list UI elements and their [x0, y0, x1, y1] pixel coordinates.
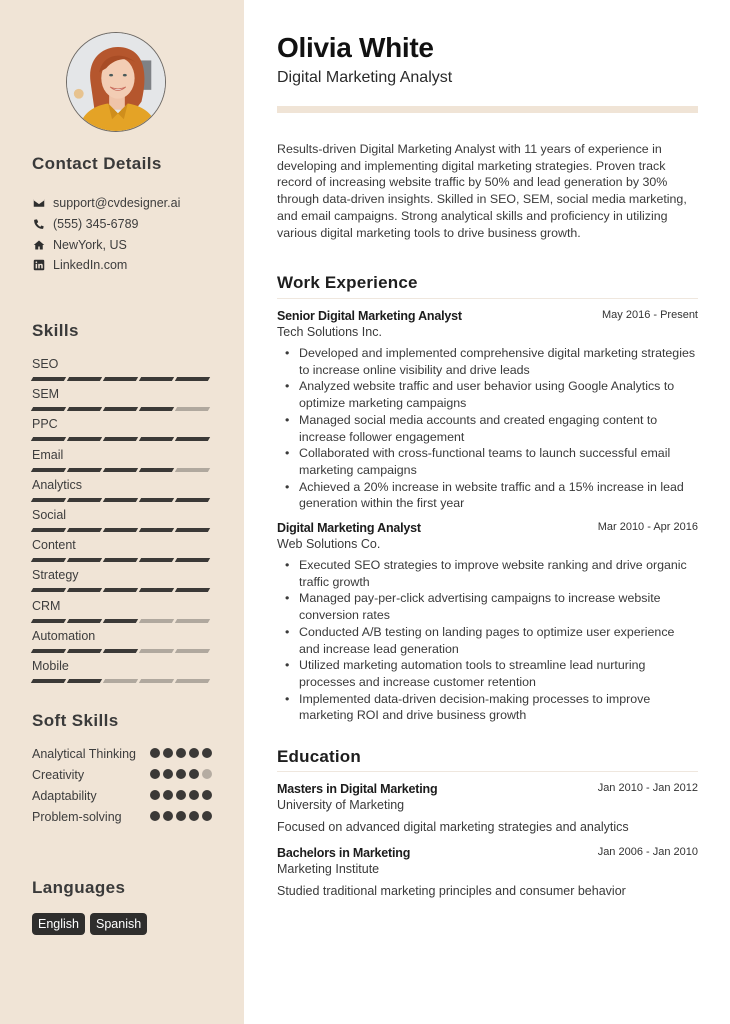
skill-segment-filled: [103, 588, 138, 592]
rating-dot-filled: [202, 811, 212, 821]
candidate-title: Digital Marketing Analyst: [277, 69, 453, 86]
job-bullet: • Utilized marketing automation tools to streamline lead nurturing processes and increase customer retention: [277, 657, 698, 690]
skill-segment-empty: [175, 649, 210, 653]
skill-level-bar: [32, 619, 212, 623]
soft-skill-rating: [150, 790, 212, 800]
skill-segment-filled: [31, 649, 66, 653]
job-dates: Mar 2010 - Apr 2016: [597, 521, 698, 533]
soft-skill-name: Creativity: [32, 768, 85, 782]
skill-name: SEM: [32, 387, 60, 402]
skill-name: PPC: [32, 417, 58, 432]
soft-skill-rating: [150, 748, 212, 758]
job-bullets: [277, 557, 698, 724]
skill-segment-empty: [103, 679, 138, 683]
rating-dot-filled: [163, 769, 173, 779]
rating-dot-filled: [176, 811, 186, 821]
skill-segment-filled: [67, 498, 102, 502]
skill-item: [32, 416, 212, 446]
skill-name: Social: [32, 507, 67, 522]
rating-dot-filled: [163, 811, 173, 821]
candidate-name: Olivia White: [277, 32, 434, 63]
skill-segment-filled: [31, 498, 66, 502]
skill-segment-filled: [175, 558, 210, 562]
job-bullet: • Conducted A/B testing on landing pages to optimize user experience and increase lead generation: [277, 624, 698, 657]
skill-name: Email: [32, 447, 64, 462]
language-tag: English: [32, 913, 85, 935]
skill-level-bar: [32, 437, 212, 441]
skill-segment-filled: [31, 588, 66, 592]
rating-dot-empty: [202, 769, 212, 779]
skill-segment-filled: [175, 377, 210, 381]
sidebar: [0, 0, 244, 1024]
education-entry: [277, 845, 698, 899]
skills-heading: Skills: [32, 321, 79, 340]
skill-name: Automation: [32, 628, 96, 643]
skill-segment-filled: [67, 407, 102, 411]
skill-segment-filled: [103, 377, 138, 381]
skill-level-bar: [32, 588, 212, 592]
skill-level-bar: [32, 377, 212, 381]
phone-icon: [32, 218, 45, 231]
skill-segment-filled: [67, 558, 102, 562]
skill-segment-filled: [139, 498, 174, 502]
skill-segment-filled: [67, 619, 102, 623]
skill-segment-empty: [139, 649, 174, 653]
skill-name: CRM: [32, 598, 61, 613]
education-heading: Education: [277, 747, 361, 766]
soft-skill-item: [32, 809, 212, 825]
soft-skill-name: Problem-solving: [32, 810, 122, 824]
contact-linkedin[interactable]: [32, 255, 180, 276]
skill-segment-filled: [103, 468, 138, 472]
skill-item: [32, 598, 212, 628]
skill-segment-empty: [175, 679, 210, 683]
education-entry: [277, 781, 698, 835]
rating-dot-filled: [176, 769, 186, 779]
job-title: Digital Marketing Analyst: [277, 521, 421, 535]
rating-dot-filled: [150, 790, 160, 800]
rating-dot-filled: [150, 811, 160, 821]
skill-level-bar: [32, 498, 212, 502]
contact-phone-text: (555) 345-6789: [53, 217, 139, 232]
skill-item: [32, 356, 212, 386]
skill-item: [32, 507, 212, 537]
skill-item: [32, 447, 212, 477]
skill-segment-filled: [103, 407, 138, 411]
job-title: Senior Digital Marketing Analyst: [277, 309, 462, 323]
section-divider: [277, 771, 698, 772]
skill-item: [32, 537, 212, 567]
skill-segment-filled: [175, 437, 210, 441]
soft-skill-item: [32, 746, 212, 762]
skill-segment-filled: [139, 468, 174, 472]
skill-segment-filled: [175, 498, 210, 502]
skill-segment-filled: [67, 377, 102, 381]
skill-segment-empty: [139, 619, 174, 623]
skill-name: Analytics: [32, 477, 83, 492]
skill-segment-filled: [139, 407, 174, 411]
rating-dot-filled: [176, 748, 186, 758]
rating-dot-filled: [163, 790, 173, 800]
skill-level-bar: [32, 528, 212, 532]
contact-linkedin-text: LinkedIn.com: [53, 258, 128, 273]
skill-level-bar: [32, 468, 212, 472]
job-bullet: • Executed SEO strategies to improve website ranking and drive organic traffic growth: [277, 557, 698, 590]
contact-list: [32, 193, 180, 276]
job-bullet: • Managed pay-per-click advertising campaigns to increase website conversion rates: [277, 590, 698, 623]
home-icon: [32, 238, 45, 251]
envelope-icon: [32, 197, 45, 210]
soft-skill-item: [32, 767, 212, 783]
skill-segment-filled: [175, 528, 210, 532]
rating-dot-filled: [189, 748, 199, 758]
skills-list: [32, 356, 212, 688]
skill-segment-empty: [139, 679, 174, 683]
soft-skill-rating: [150, 769, 212, 779]
rating-dot-filled: [202, 748, 212, 758]
soft-skills-list: [32, 746, 212, 830]
contact-email-text: support@cvdesigner.ai: [53, 196, 181, 211]
skill-name: Content: [32, 538, 76, 553]
skill-level-bar: [32, 649, 212, 653]
degree: Bachelors in Marketing: [277, 846, 411, 860]
job-entry: [277, 520, 698, 724]
accent-divider: [277, 106, 698, 113]
skill-segment-filled: [139, 528, 174, 532]
rating-dot-filled: [163, 748, 173, 758]
job-bullet: • Managed social media accounts and created engaging content to increase follower engagement: [277, 412, 698, 445]
job-dates: May 2016 - Present: [602, 309, 698, 321]
skill-segment-filled: [31, 407, 66, 411]
contact-heading: Contact Details: [32, 154, 162, 173]
skill-segment-filled: [139, 437, 174, 441]
rating-dot-filled: [189, 811, 199, 821]
education-dates: Jan 2006 - Jan 2010: [597, 846, 698, 858]
skill-segment-filled: [103, 437, 138, 441]
skill-segment-empty: [175, 468, 210, 472]
skill-segment-filled: [31, 468, 66, 472]
professional-summary: Results-driven Digital Marketing Analyst with 11 years of experience in developing and implementing digital marketing strategies. Proven track record of increasing website traffic by 50% and lead generation by 30% through data-driven insights. Skilled in SEO, SEM, social media marketing, and email campaigns. Strong analytical skills and proficiency in utilizing various digital marketing tools to drive business growth.: [277, 142, 687, 240]
skill-level-bar: [32, 679, 212, 683]
languages-list: [32, 913, 147, 935]
contact-email[interactable]: [32, 193, 180, 214]
soft-skill-rating: [150, 811, 212, 821]
skill-segment-filled: [67, 588, 102, 592]
skill-segment-filled: [67, 528, 102, 532]
profile-photo: [67, 33, 165, 131]
job-bullet: • Achieved a 20% increase in website traffic and a 15% increase in lead generation within the first year: [277, 479, 698, 512]
rating-dot-filled: [150, 769, 160, 779]
skill-item: [32, 658, 212, 688]
degree: Masters in Digital Marketing: [277, 782, 438, 796]
skill-segment-filled: [103, 498, 138, 502]
skill-segment-filled: [139, 377, 174, 381]
skill-segment-filled: [31, 679, 66, 683]
job-entry: [277, 308, 698, 512]
skill-segment-filled: [139, 558, 174, 562]
skill-segment-filled: [103, 528, 138, 532]
job-bullet: • Developed and implemented comprehensive digital marketing strategies to increase online visibility and drive leads: [277, 345, 698, 378]
soft-skill-item: [32, 788, 212, 804]
rating-dot-filled: [150, 748, 160, 758]
skill-segment-filled: [103, 649, 138, 653]
skill-segment-filled: [31, 558, 66, 562]
rating-dot-filled: [189, 790, 199, 800]
avatar: [66, 32, 166, 132]
language-tag: Spanish: [90, 913, 147, 935]
soft-skills-heading: Soft Skills: [32, 711, 119, 730]
skill-name: Strategy: [32, 568, 79, 583]
skill-segment-filled: [67, 649, 102, 653]
job-bullet: • Implemented data-driven decision-making processes to improve marketing ROI and drive business growth: [277, 691, 698, 724]
education-dates: Jan 2010 - Jan 2012: [597, 782, 698, 794]
skill-segment-filled: [103, 558, 138, 562]
school: University of Marketing: [277, 798, 405, 812]
education-description: Studied traditional marketing principles and consumer behavior: [277, 884, 626, 898]
skill-level-bar: [32, 407, 212, 411]
job-bullet: • Collaborated with cross-functional teams to launch successful email marketing campaigns: [277, 445, 698, 478]
skill-item: [32, 628, 212, 658]
education-description: Focused on advanced digital marketing strategies and analytics: [277, 820, 629, 834]
contact-phone[interactable]: [32, 214, 180, 235]
rating-dot-filled: [176, 790, 186, 800]
contact-location: [32, 234, 180, 255]
skill-level-bar: [32, 558, 212, 562]
skill-item: [32, 567, 212, 597]
job-company: Web Solutions Co.: [277, 537, 381, 551]
soft-skill-name: Adaptability: [32, 789, 97, 803]
skill-item: [32, 477, 212, 507]
school: Marketing Institute: [277, 862, 380, 876]
soft-skill-name: Analytical Thinking: [32, 747, 136, 761]
skill-segment-filled: [67, 437, 102, 441]
skill-segment-filled: [139, 588, 174, 592]
work-experience-heading: Work Experience: [277, 273, 418, 292]
skill-segment-filled: [175, 588, 210, 592]
rating-dot-filled: [202, 790, 212, 800]
skill-segment-filled: [31, 437, 66, 441]
skill-segment-filled: [31, 619, 66, 623]
skill-segment-filled: [67, 679, 102, 683]
languages-heading: Languages: [32, 878, 126, 897]
job-bullets: [277, 345, 698, 512]
linkedin-icon: [32, 259, 45, 272]
section-divider: [277, 298, 698, 299]
skill-name: Mobile: [32, 658, 69, 673]
skill-segment-filled: [31, 528, 66, 532]
job-company: Tech Solutions Inc.: [277, 325, 382, 339]
skill-item: [32, 386, 212, 416]
skill-name: SEO: [32, 357, 59, 371]
skill-segment-filled: [31, 377, 66, 381]
skill-segment-filled: [67, 468, 102, 472]
rating-dot-filled: [189, 769, 199, 779]
job-bullet: • Analyzed website traffic and user behavior using Google Analytics to optimize marketing campaigns: [277, 378, 698, 411]
skill-segment-filled: [103, 619, 138, 623]
contact-location-text: NewYork, US: [53, 237, 127, 252]
skill-segment-empty: [175, 407, 210, 411]
skill-segment-empty: [175, 619, 210, 623]
